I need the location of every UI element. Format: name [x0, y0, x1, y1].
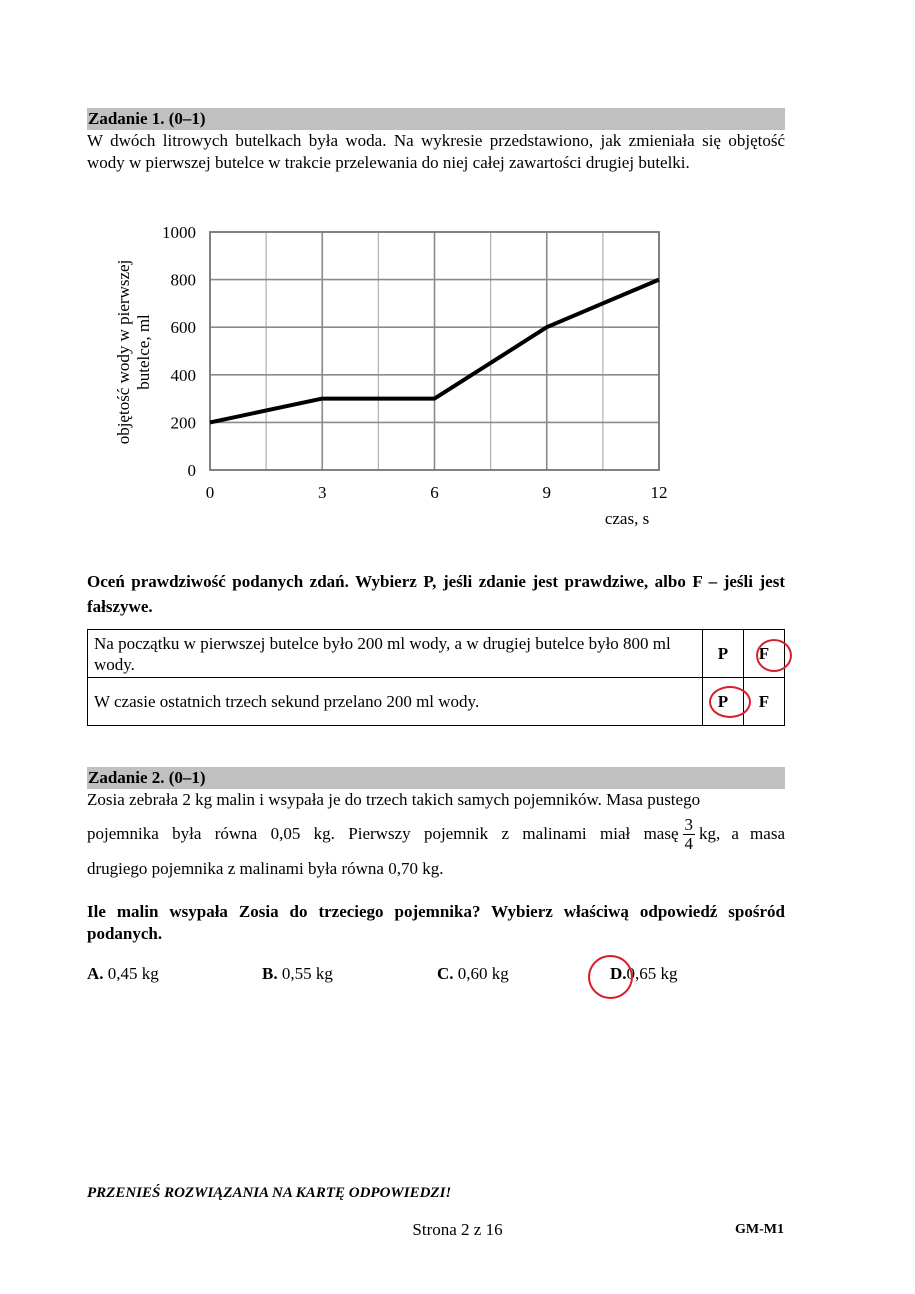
x-tick-label: 9 [542, 483, 551, 502]
option-f-1[interactable] [744, 630, 785, 678]
table-row [88, 630, 785, 678]
option-label: P [717, 643, 729, 663]
task2-header: Zadanie 2. (0–1) [87, 767, 785, 789]
exam-code: GM-M1 [735, 1222, 784, 1237]
statement-2: W czasie ostatnich trzech sekund przelano 200 ml wody. [88, 678, 703, 726]
task2-question: Ile malin wsypała Zosia do trzeciego pojemnika? Wybierz właściwą odpowiedź spośród podanych. [87, 902, 785, 943]
water-volume-chart [100, 215, 700, 535]
footer-notice: PRZENIEŚ ROZWIĄZANIA NA KARTĘ ODPOWIEDZI! [87, 1185, 452, 1201]
x-tick-label: 0 [205, 483, 215, 502]
task2-line-2-after: kg, a masa [699, 824, 785, 843]
option-label: P [717, 691, 729, 711]
statement-1: Na początku w pierwszej butelce było 200 ml wody, a w drugiej butelce było 800 ml wody. [88, 630, 703, 678]
option-label: F [758, 643, 770, 663]
y-tick-label: 400 [170, 365, 196, 385]
y-tick-label: 0 [187, 461, 196, 480]
y-tick-label: 200 [170, 413, 196, 433]
answer-letter: A. [87, 964, 104, 983]
chart-ticks [162, 223, 668, 502]
option-f-2[interactable] [744, 678, 785, 726]
answer-b[interactable] [262, 964, 333, 984]
answer-value: 0,65 kg [626, 964, 678, 983]
fraction-numerator: 3 [684, 814, 693, 834]
table-row [88, 678, 785, 726]
task1-instruction: Oceń prawdziwość podanych zdań. Wybierz P, jeśli zdanie jest prawdziwe, albo F – jeśli jest fałszywe. [87, 572, 785, 616]
chart-grid [210, 232, 659, 470]
answer-letter: D. [610, 964, 627, 983]
answer-mark-circle [588, 955, 633, 999]
y-tick-label: 600 [170, 318, 196, 338]
x-tick-label: 3 [318, 483, 327, 502]
task1-header: Zadanie 1. (0–1) [87, 108, 785, 130]
answer-value: 0,55 kg [281, 964, 333, 983]
task2-line-2-before: pojemnika była równa 0,05 kg. Pierwszy pojemnik z malinami miał masę [87, 824, 679, 843]
option-p-2[interactable] [703, 678, 744, 726]
y-axis-label: objętość wody w pierwszej [114, 259, 133, 445]
answer-mark-circle [756, 639, 792, 672]
answer-letter: C. [437, 964, 454, 983]
page-number: Strona 2 z 16 [412, 1220, 503, 1239]
x-axis-label: czas, s [604, 509, 650, 528]
answer-value: 0,60 kg [457, 964, 509, 983]
task2-line-2 [87, 812, 785, 856]
x-tick-label: 6 [430, 483, 439, 502]
fraction [683, 816, 696, 853]
task1-intro: W dwóch litrowych butelkach była woda. Na wykresie przedstawiono, jak zmieniała się objętość wody w pierwszej butelce w trakcie przelewania do niej całej zawartości drugiej butelki. [87, 131, 785, 172]
true-false-table [87, 629, 785, 726]
y-tick-label: 1000 [162, 223, 196, 242]
answer-c[interactable] [437, 964, 509, 984]
answer-value: 0,45 kg [107, 964, 159, 983]
y-tick-label: 800 [170, 270, 196, 290]
option-p-1[interactable] [703, 630, 744, 678]
option-label: F [758, 691, 770, 711]
answer-letter: B. [262, 964, 278, 983]
y-axis-label-unit: butelce, ml [134, 314, 153, 390]
answer-a[interactable] [87, 964, 159, 984]
x-tick-label: 12 [650, 483, 668, 502]
task2-line-1: Zosia zebrała 2 kg malin i wsypała je do trzech takich samych pojemników. Masa pustego [87, 790, 701, 809]
fraction-denominator: 4 [684, 833, 693, 853]
task2-line-3: drugiego pojemnika z malinami była równa 0,70 kg. [87, 859, 444, 878]
